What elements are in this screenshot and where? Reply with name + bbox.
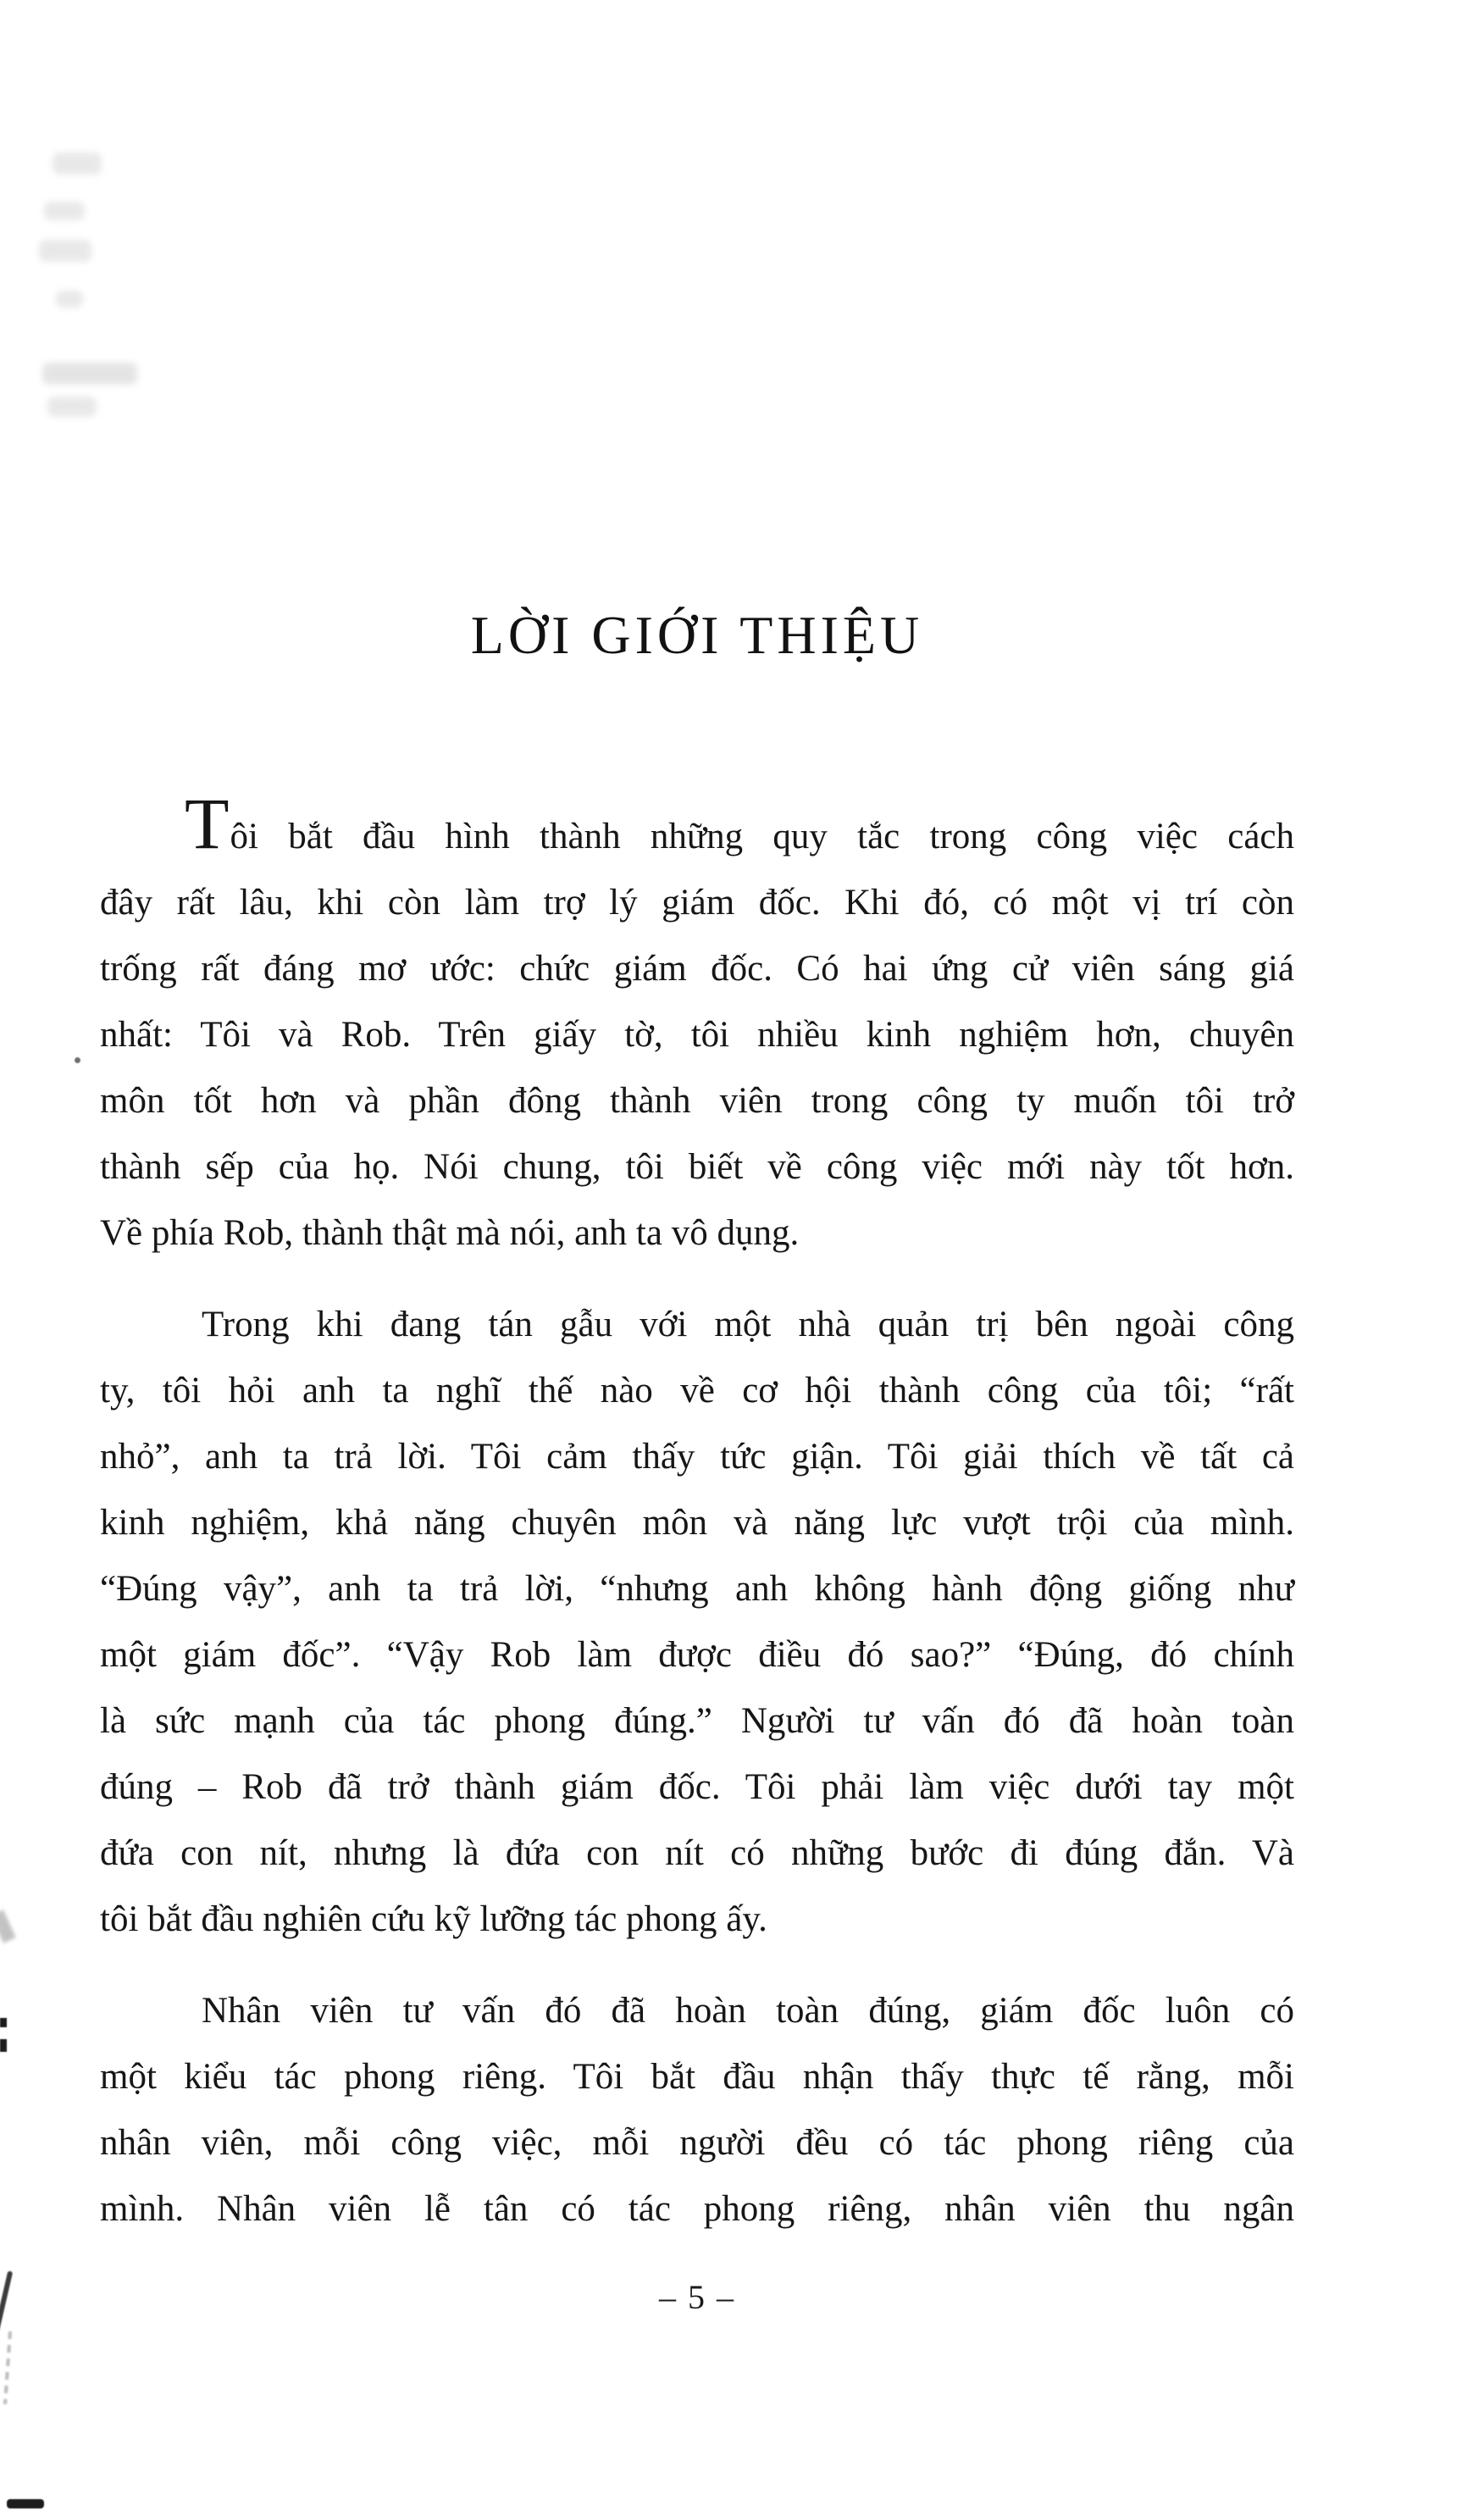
text-line: ty, tôi hỏi anh ta nghĩ thế nào về cơ hội thành công của tôi; “rất: [100, 1371, 1294, 1411]
text-line: đứa con nít, nhưng là đứa con nít có những bước đi đúng đắn. Và: [100, 1833, 1294, 1873]
bleed-through-artifact: [39, 240, 91, 262]
bleed-through-artifact: [42, 363, 137, 385]
bleed-through-artifact: [44, 202, 85, 220]
paragraph: [100, 1292, 1294, 1953]
text-line: một giám đốc”. “Vậy Rob làm được điều đó sao?” “Đúng, đó chính: [100, 1635, 1294, 1675]
pen-stroke-artifact: [3, 2331, 12, 2404]
text-line: [100, 783, 1294, 870]
initial-cap: T: [185, 783, 230, 864]
bleed-through-artifact: [53, 152, 102, 175]
text-line: đây rất lâu, khi còn làm trợ lý giám đốc. Khi đó, có một vị trí còn: [100, 883, 1294, 923]
text-line: “Đúng vậy”, anh ta trả lời, “nhưng anh không hành động giống như: [100, 1569, 1294, 1609]
text-line: Trong khi đang tán gẫu với một nhà quản trị bên ngoài công: [202, 1305, 1294, 1344]
text-line: một kiểu tác phong riêng. Tôi bắt đầu nhận thấy thực tế rằng, mỗi: [100, 2057, 1294, 2097]
text-line: nhỏ”, anh ta trả lời. Tôi cảm thấy tức giận. Tôi giải thích về tất cả: [100, 1437, 1294, 1477]
paragraph: [100, 1978, 1294, 2242]
body-text: [100, 783, 1294, 2242]
text-line: nhất: Tôi và Rob. Trên giấy tờ, tôi nhiều kinh nghiệm hơn, chuyên: [100, 1015, 1294, 1055]
text-line: Về phía Rob, thành thật mà nói, anh ta vô dụng.: [100, 1213, 800, 1253]
text-line-content: ôi bắt đầu hình thành những quy tắc trong công việc cách: [230, 817, 1294, 856]
text-line: nhân viên, mỗi công việc, mỗi người đều có tác phong riêng của: [100, 2123, 1294, 2163]
text-line: môn tốt hơn và phần đông thành viên trong công ty muốn tôi trở: [100, 1081, 1294, 1121]
page-number: – 5 –: [659, 2278, 735, 2316]
pen-stroke-artifact: [0, 2270, 13, 2332]
text-line: Nhân viên tư vấn đó đã hoàn toàn đúng, giám đốc luôn có: [202, 1991, 1294, 2031]
text-line: thành sếp của họ. Nói chung, tôi biết về công việc mới này tốt hơn.: [100, 1147, 1294, 1187]
scan-smudge-artifact: [0, 1910, 16, 1943]
text-line: trống rất đáng mơ ước: chức giám đốc. Có hai ứng cử viên sáng giá: [100, 949, 1294, 989]
scan-mark-artifact: [0, 2018, 7, 2052]
bleed-through-artifact: [56, 291, 83, 308]
scan-speck-artifact: [75, 1057, 80, 1063]
paragraph: [100, 783, 1294, 1267]
text-line: tôi bắt đầu nghiên cứu kỹ lưỡng tác phong ấy.: [100, 1899, 767, 1939]
chapter-title: LỜI GIỚI THIỆU: [470, 605, 924, 665]
text-line: kinh nghiệm, khả năng chuyên môn và năng lực vượt trội của mình.: [100, 1503, 1294, 1543]
text-line: đúng – Rob đã trở thành giám đốc. Tôi phải làm việc dưới tay một: [100, 1767, 1294, 1807]
text-line: là sức mạnh của tác phong đúng.” Người tư vấn đó đã hoàn toàn: [100, 1701, 1294, 1741]
bleed-through-artifact: [47, 396, 97, 417]
scan-mark-artifact: [7, 2499, 44, 2508]
text-line: mình. Nhân viên lễ tân có tác phong riêng, nhân viên thu ngân: [100, 2189, 1294, 2229]
